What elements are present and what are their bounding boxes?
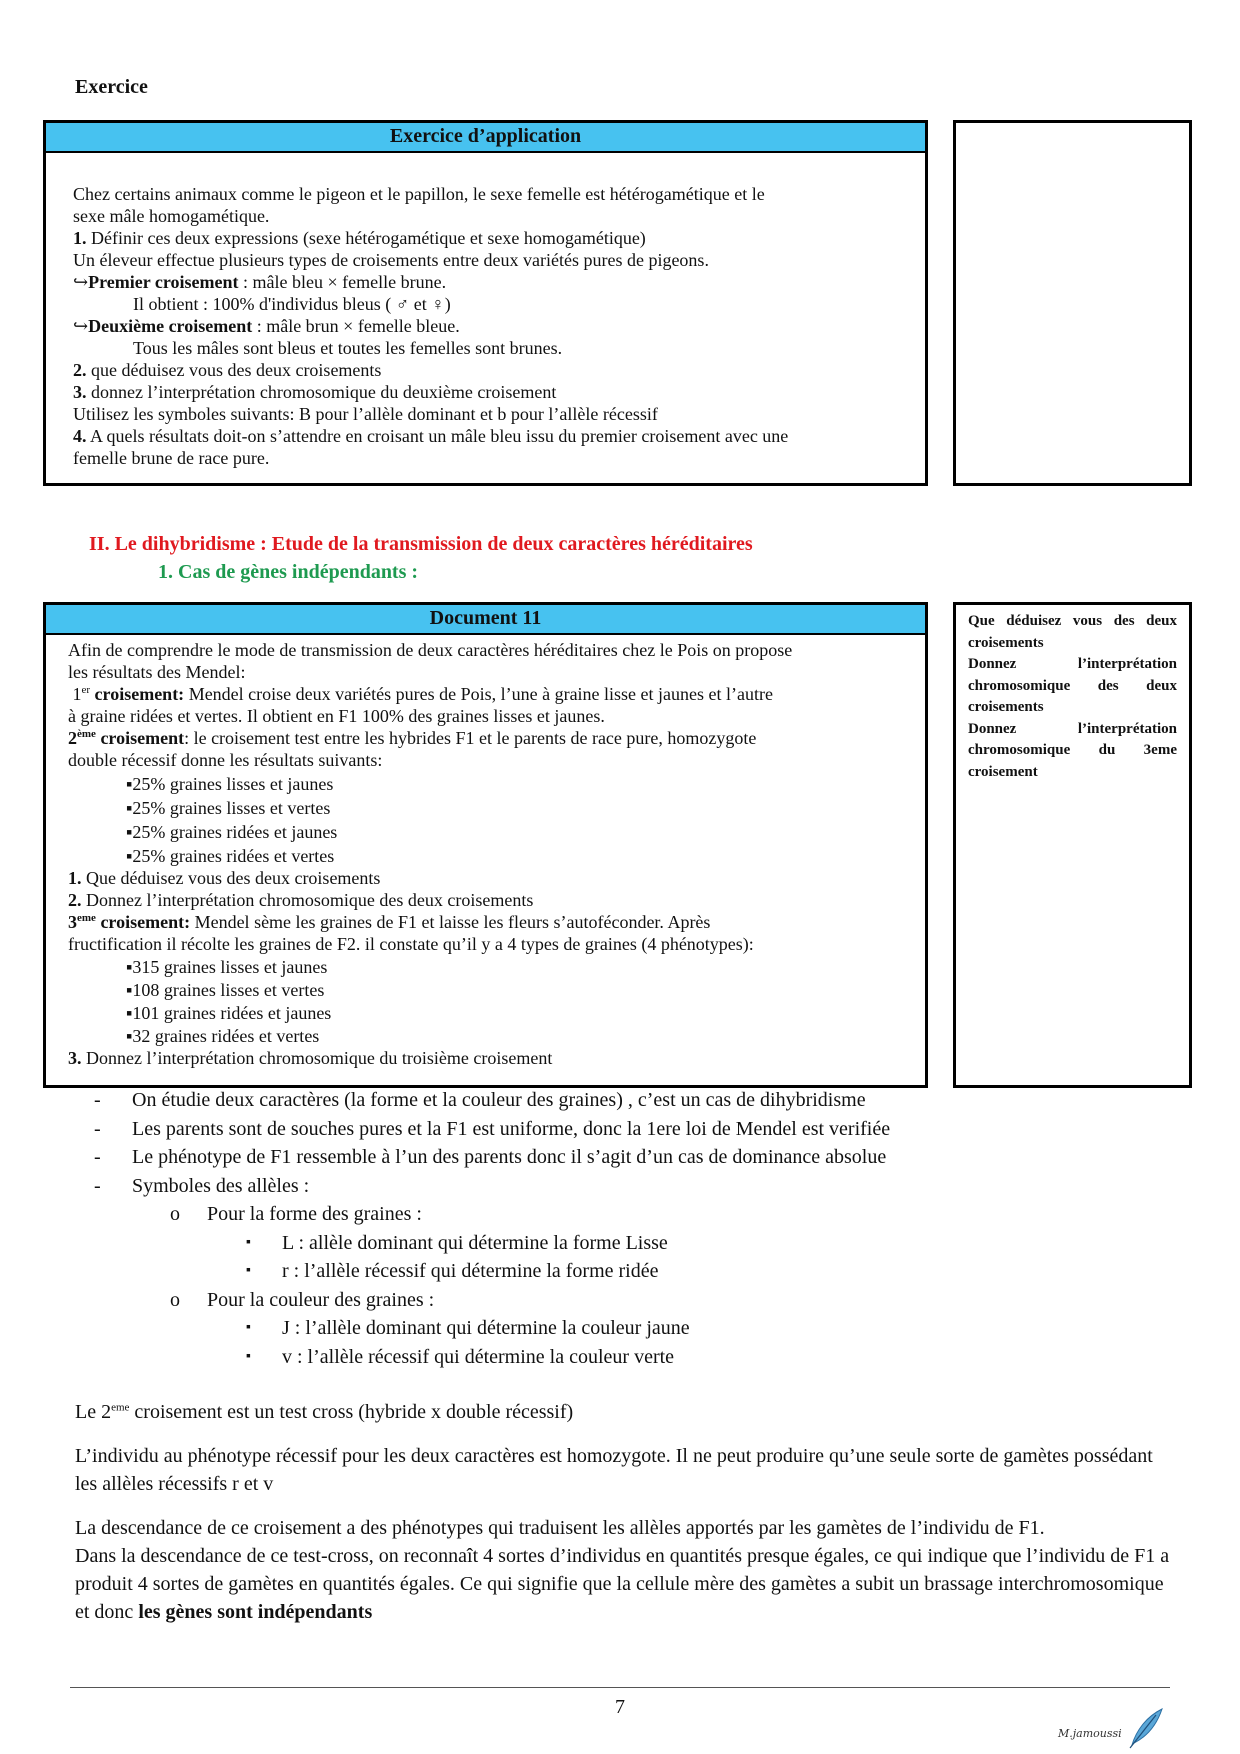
exercise-side-box <box>953 120 1192 486</box>
list-item: - On étudie deux caractères (la forme et la couleur des graines) , c’est un cas de dihybridisme <box>94 1089 866 1111</box>
exercise-box <box>43 120 928 486</box>
result-item: ▪25% graines ridées et vertes <box>126 846 335 866</box>
arrow-icon: ↪ <box>73 272 89 292</box>
exercise-intro-2: sexe mâle homogamétique. <box>73 206 270 226</box>
exercise-heading: Exercice <box>75 76 148 98</box>
signature-logo: M.jamoussi <box>1058 1705 1168 1749</box>
document-cross1-b: à graine ridées et vertes. Il obtient en F1 100% des graines lisses et jaunes. <box>68 706 605 726</box>
exercise-cross2: ↪Deuxième croisement : mâle brun × femelle bleue. <box>73 316 460 336</box>
list-subsubitem: ▪ v : l’allèle récessif qui détermine la couleur verte <box>246 1345 675 1368</box>
list-subsubitem: ▪ L : allèle dominant qui détermine la forme Lisse <box>246 1231 668 1254</box>
conclusion-p2: L’individu au phénotype récessif pour les deux caractères est homozygote. Il ne peut produire qu’une seule sorte de gamètes possédant les allèles récessifs r et v <box>75 1445 1153 1495</box>
list-item: - Les parents sont de souches pures et la F1 est uniforme, donc la 1ere loi de Mendel est verifiée <box>94 1117 891 1140</box>
result-item: ▪101 graines ridées et jaunes <box>126 1003 332 1023</box>
list-subitem: o Pour la couleur des graines : <box>170 1288 435 1311</box>
list-item: - Symboles des allèles : <box>94 1174 310 1197</box>
document-cross2: 2ème croisement: le croisement test entre les hybrides F1 et le parents de race pure, homozygote <box>68 728 757 748</box>
result-item: ▪25% graines lisses et vertes <box>126 798 331 818</box>
document-q3: 3. Donnez l’interprétation chromosomique du troisième croisement <box>68 1048 553 1068</box>
document-q1: 1. Que déduisez vous des deux croisements <box>68 868 381 888</box>
exercise-q3: 3. donnez l’interprétation chromosomique du deuxième croisement <box>73 382 557 402</box>
result-item: ▪315 graines lisses et jaunes <box>126 957 328 977</box>
document-title: Document 11 <box>46 605 925 635</box>
side-question-3: Donnez l’interprétation chromosomique du 3eme croisement <box>968 720 1177 780</box>
document-intro-2: les résultats des Mendel: <box>68 662 246 682</box>
exercise-intro: Chez certains animaux comme le pigeon et le papillon, le sexe femelle est hétérogamétique et le <box>73 184 765 204</box>
exercise-q4: 4. A quels résultats doit-on s’attendre en croisant un mâle bleu issu du premier croisement avec une <box>73 426 789 446</box>
section-title: II. Le dihybridisme : Etude de la transmission de deux caractères héréditaires <box>89 533 753 555</box>
conclusion-p3: La descendance de ce croisement a des phénotypes qui traduisent les allèles apportés par les gamètes de l’individu de F1. <box>75 1517 1045 1539</box>
list-item: - Le phénotype de F1 ressemble à l’un des parents donc il s’agit d’un cas de dominance absolue <box>94 1146 887 1168</box>
document-cross1: 1er croisement: Mendel croise deux variétés pures de Pois, l’une à graine lisse et jaunes et l’autre <box>72 684 773 704</box>
document-q2: 2. Donnez l’interprétation chromosomique des deux croisements <box>68 890 534 910</box>
document-body <box>46 635 925 1069</box>
exercise-q4-b: femelle brune de race pure. <box>73 448 270 468</box>
feather-icon <box>1126 1707 1166 1749</box>
exercise-breeder: Un éleveur effectue plusieurs types de croisements entre deux variétés pures de pigeons. <box>73 250 709 270</box>
exercise-symbols: Utilisez les symboles suivants: B pour l’allèle dominant et b pour l’allèle récessif <box>73 404 658 424</box>
result-item: ▪32 graines ridées et vertes <box>126 1026 320 1046</box>
arrow-icon: ↪ <box>73 316 89 336</box>
side-question-2: Donnez l’interprétation chromosomique des deux croisements <box>968 656 1177 715</box>
list-subsubitem: ▪ J : l’allèle dominant qui détermine la couleur jaune <box>246 1317 690 1339</box>
result-item: ▪25% graines ridées et jaunes <box>126 822 338 842</box>
document-cross3: 3eme croisement: Mendel sème les graines de F1 et laisse les fleurs s’autoféconder. Après <box>68 912 711 932</box>
document-intro: Afin de comprendre le mode de transmission de deux caractères héréditaires chez le Pois on propose <box>68 640 793 660</box>
exercise-title: Exercice d’application <box>46 123 925 153</box>
conclusion <box>75 1398 1175 1626</box>
section-subtitle: 1. Cas de gènes indépendants : <box>158 561 419 583</box>
exercise-cross1-result: Il obtient : 100% d'individus bleus ( ♂ et ♀) <box>133 294 451 314</box>
conclusion-p4: Dans la descendance de ce test-cross, on reconnaît 4 sortes d’individus en quantités presque égales, ce qui indique que l’individu de F1 a produit 4 sortes de gamètes en quantités égales. Ce qui signifie que la cellule mère des gamètes a subit un brassage interchromosomique et donc les gènes sont indépendants <box>75 1545 1170 1623</box>
side-question-1: Que déduisez vous des deux croisements <box>968 613 1177 651</box>
conclusion-p1: Le 2eme croisement est un test cross (hybride x double récessif) <box>75 1401 574 1423</box>
result-item: ▪25% graines lisses et jaunes <box>126 774 334 794</box>
exercise-body <box>46 121 925 469</box>
exercise-cross2-result: Tous les mâles sont bleus et toutes les femelles sont brunes. <box>133 338 563 358</box>
document-box <box>43 602 928 1088</box>
footer-divider <box>70 1687 1170 1688</box>
document-cross2-b: double récessif donne les résultats suivants: <box>68 750 383 770</box>
document-cross3-b: fructification il récolte les graines de F2. il constate qu’il y a 4 types de graines (4 phénotypes): <box>68 934 754 954</box>
analysis-list <box>70 1086 1200 1371</box>
document-side-box <box>953 602 1192 1088</box>
exercise-cross1: ↪Premier croisement : mâle bleu × femelle brune. <box>73 272 447 292</box>
exercise-q1: 1. Définir ces deux expressions (sexe hétérogamétique et sexe homogamétique) <box>73 228 646 248</box>
list-subsubitem: ▪ r : l’allèle récessif qui détermine la forme ridée <box>246 1260 659 1282</box>
exercise-q2: 2. que déduisez vous des deux croisements <box>73 360 382 380</box>
result-item: ▪108 graines lisses et vertes <box>126 980 325 1000</box>
list-subitem: o Pour la forme des graines : <box>170 1203 422 1225</box>
page-number: 7 <box>615 1696 625 1718</box>
